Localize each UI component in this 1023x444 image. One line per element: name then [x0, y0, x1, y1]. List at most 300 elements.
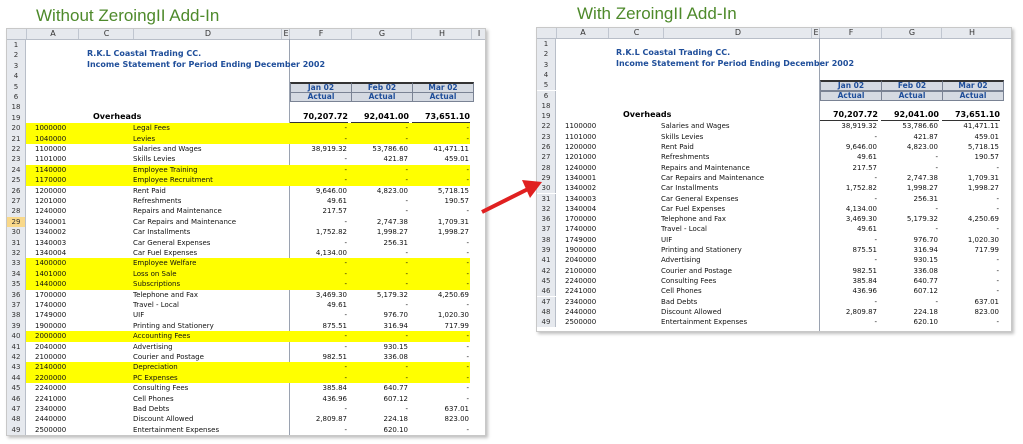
column-header-f[interactable]: F: [289, 29, 352, 39]
amount-cell[interactable]: 336.08: [913, 266, 938, 275]
amount-cell[interactable]: 316.94: [913, 246, 938, 254]
amount-cell[interactable]: -: [344, 259, 347, 268]
amount-cell[interactable]: -: [344, 280, 347, 289]
row-number[interactable]: 4: [7, 71, 26, 81]
amount-cell[interactable]: 620.10: [913, 318, 938, 327]
amount-cell[interactable]: -: [874, 256, 877, 265]
row-number[interactable]: 49: [7, 425, 26, 435]
row-number[interactable]: 18: [7, 102, 26, 112]
account-description[interactable]: Repairs and Maintenance: [661, 163, 750, 172]
amount-cell[interactable]: -: [405, 259, 408, 268]
account-code[interactable]: 1340004: [35, 249, 67, 257]
account-code[interactable]: 2440000: [565, 307, 597, 316]
amount-cell[interactable]: -: [344, 238, 347, 247]
amount-cell[interactable]: 336.08: [383, 353, 408, 361]
account-code[interactable]: 1700000: [35, 290, 67, 299]
column-header-h[interactable]: H: [411, 29, 472, 39]
amount-cell[interactable]: 41,471.11: [963, 122, 999, 131]
row-number[interactable]: 1: [7, 40, 26, 50]
row-number[interactable]: 34: [7, 269, 26, 279]
amount-cell[interactable]: 2,809.87: [845, 307, 877, 316]
account-description[interactable]: Skills Levies: [661, 132, 704, 141]
row-number[interactable]: 22: [537, 121, 556, 131]
account-description[interactable]: Accounting Fees: [133, 332, 191, 341]
amount-cell[interactable]: -: [344, 363, 347, 372]
row-number[interactable]: 32: [7, 248, 26, 258]
amount-cell[interactable]: 49.61: [326, 301, 347, 309]
column-header-f[interactable]: F: [819, 28, 882, 38]
account-description[interactable]: Car Fuel Expenses: [133, 249, 198, 257]
row-number[interactable]: 29: [7, 217, 26, 227]
amount-cell[interactable]: -: [344, 332, 347, 341]
amount-cell[interactable]: -: [466, 301, 469, 309]
amount-cell[interactable]: 640.77: [913, 276, 938, 285]
row-number[interactable]: 37: [7, 300, 26, 310]
amount-cell[interactable]: -: [466, 124, 469, 133]
amount-cell[interactable]: -: [996, 163, 999, 172]
account-code[interactable]: 2040000: [35, 342, 67, 351]
amount-cell[interactable]: 2,809.87: [315, 415, 347, 424]
column-header-d[interactable]: D: [663, 28, 812, 38]
row-number[interactable]: 46: [537, 286, 556, 296]
amount-cell[interactable]: 190.57: [974, 153, 999, 162]
amount-cell[interactable]: 256.31: [913, 194, 938, 203]
amount-cell[interactable]: 436.96: [322, 394, 347, 403]
row-number[interactable]: 23: [537, 132, 556, 142]
account-description[interactable]: Levies: [133, 134, 156, 143]
amount-cell[interactable]: 823.00: [444, 415, 469, 424]
amount-cell[interactable]: -: [344, 155, 347, 164]
amount-cell[interactable]: 421.87: [913, 132, 938, 141]
amount-cell[interactable]: -: [405, 301, 408, 309]
amount-cell[interactable]: -: [996, 266, 999, 275]
account-code[interactable]: 2500000: [565, 318, 597, 327]
amount-cell[interactable]: 5,179.32: [376, 290, 408, 299]
row-number[interactable]: 49: [537, 317, 556, 327]
account-code[interactable]: 2240000: [35, 384, 67, 393]
account-description[interactable]: Travel - Local: [661, 225, 707, 234]
account-description[interactable]: UIF: [661, 235, 673, 244]
amount-cell[interactable]: 4,823.00: [376, 186, 408, 195]
amount-cell[interactable]: -: [874, 318, 877, 327]
row-number[interactable]: 4: [537, 70, 556, 80]
amount-cell[interactable]: -: [405, 165, 408, 174]
amount-cell[interactable]: -: [405, 332, 408, 341]
amount-cell[interactable]: -: [935, 297, 938, 306]
account-description[interactable]: Courier and Postage: [661, 266, 732, 275]
amount-cell[interactable]: -: [344, 405, 347, 413]
amount-cell[interactable]: -: [996, 276, 999, 285]
amount-cell[interactable]: 717.99: [974, 246, 999, 254]
row-number[interactable]: 31: [7, 238, 26, 248]
account-description[interactable]: Car Installments: [661, 184, 719, 193]
row-number[interactable]: 36: [537, 214, 556, 224]
account-code[interactable]: 1240000: [35, 207, 67, 216]
account-description[interactable]: Car Fuel Expenses: [661, 204, 726, 213]
amount-cell[interactable]: 637.01: [444, 405, 469, 413]
column-header-c[interactable]: C: [78, 29, 134, 39]
account-description[interactable]: Discount Allowed: [133, 415, 194, 424]
row-number[interactable]: 21: [7, 134, 26, 144]
amount-cell[interactable]: 1,998.27: [906, 184, 938, 193]
account-description[interactable]: Courier and Postage: [133, 353, 204, 361]
row-number[interactable]: 41: [537, 255, 556, 265]
account-code[interactable]: 1340003: [35, 238, 67, 247]
account-description[interactable]: Entertainment Expenses: [661, 318, 748, 327]
amount-cell[interactable]: -: [466, 342, 469, 351]
column-header-a[interactable]: A: [556, 28, 609, 38]
amount-cell[interactable]: 4,250.69: [437, 290, 469, 299]
amount-cell[interactable]: -: [466, 363, 469, 372]
row-number[interactable]: 48: [7, 414, 26, 424]
account-code[interactable]: 1340001: [565, 173, 597, 182]
row-number[interactable]: 18: [537, 101, 556, 111]
row-number[interactable]: 32: [537, 204, 556, 214]
account-description[interactable]: Refreshments: [661, 153, 710, 162]
account-description[interactable]: Car Repairs and Maintenance: [661, 173, 765, 182]
column-header-g[interactable]: G: [881, 28, 942, 38]
row-number[interactable]: 28: [537, 163, 556, 173]
account-code[interactable]: 1740000: [565, 225, 597, 234]
amount-cell[interactable]: 1,709.31: [437, 217, 469, 226]
account-description[interactable]: Subscriptions: [133, 280, 181, 289]
amount-cell[interactable]: 2,747.38: [376, 217, 408, 226]
account-code[interactable]: 1700000: [565, 215, 597, 224]
account-code[interactable]: 1100000: [35, 145, 67, 153]
row-number[interactable]: 42: [537, 266, 556, 276]
account-code[interactable]: 1240000: [565, 163, 597, 172]
amount-cell[interactable]: 1,709.31: [967, 173, 999, 182]
amount-cell[interactable]: -: [996, 256, 999, 265]
amount-cell[interactable]: -: [996, 287, 999, 296]
amount-cell[interactable]: -: [344, 311, 347, 320]
row-number[interactable]: 42: [7, 352, 26, 362]
account-code[interactable]: 2340000: [35, 405, 67, 413]
amount-cell[interactable]: -: [996, 204, 999, 213]
row-number[interactable]: 39: [537, 245, 556, 255]
row-number[interactable]: 47: [7, 404, 26, 414]
row-number[interactable]: 22: [7, 144, 26, 154]
row-number[interactable]: 19: [7, 113, 26, 123]
amount-cell[interactable]: 930.15: [913, 256, 938, 265]
account-code[interactable]: 1749000: [565, 235, 597, 244]
amount-cell[interactable]: -: [874, 297, 877, 306]
row-number[interactable]: 2: [537, 49, 556, 59]
amount-cell[interactable]: 53,786.60: [902, 122, 938, 131]
account-code[interactable]: 1201000: [565, 153, 597, 162]
amount-cell[interactable]: -: [344, 134, 347, 143]
amount-cell[interactable]: -: [405, 134, 408, 143]
account-description[interactable]: Rent Paid: [661, 143, 694, 151]
account-description[interactable]: Rent Paid: [133, 186, 166, 195]
account-description[interactable]: Travel - Local: [133, 301, 179, 309]
row-number[interactable]: 5: [7, 82, 26, 92]
row-number[interactable]: 3: [7, 61, 26, 71]
amount-cell[interactable]: 256.31: [383, 238, 408, 247]
account-description[interactable]: Cell Phones: [133, 394, 174, 403]
row-number[interactable]: 33: [7, 258, 26, 268]
amount-cell[interactable]: -: [466, 384, 469, 393]
amount-cell[interactable]: 459.01: [974, 132, 999, 141]
account-description[interactable]: Entertainment Expenses: [133, 425, 220, 434]
row-number[interactable]: 45: [537, 276, 556, 286]
column-header-e[interactable]: E: [281, 29, 290, 39]
amount-cell[interactable]: 41,471.11: [433, 145, 469, 153]
amount-cell[interactable]: -: [935, 204, 938, 213]
account-code[interactable]: 1100000: [565, 122, 597, 131]
amount-cell[interactable]: 823.00: [974, 307, 999, 316]
account-code[interactable]: 1740000: [35, 301, 67, 309]
account-description[interactable]: Employee Welfare: [133, 259, 197, 268]
amount-cell[interactable]: 3,469.30: [845, 215, 877, 224]
row-number[interactable]: 29: [537, 173, 556, 183]
account-code[interactable]: 1200000: [565, 143, 597, 151]
amount-cell[interactable]: 875.51: [322, 321, 347, 330]
amount-cell[interactable]: 49.61: [326, 197, 347, 205]
amount-cell[interactable]: 5,718.15: [967, 143, 999, 151]
account-description[interactable]: Bad Debts: [133, 405, 170, 413]
amount-cell[interactable]: -: [466, 165, 469, 174]
amount-cell[interactable]: 1,998.27: [437, 228, 469, 237]
amount-cell[interactable]: 1,998.27: [967, 184, 999, 193]
amount-cell[interactable]: 217.57: [852, 163, 877, 172]
account-code[interactable]: 2100000: [35, 353, 67, 361]
amount-cell[interactable]: 5,179.32: [906, 215, 938, 224]
row-number[interactable]: 38: [7, 310, 26, 320]
amount-cell[interactable]: -: [466, 353, 469, 361]
account-code[interactable]: 1140000: [35, 165, 67, 174]
amount-cell[interactable]: 190.57: [444, 197, 469, 205]
account-code[interactable]: 2240000: [565, 276, 597, 285]
row-number[interactable]: 27: [537, 152, 556, 162]
row-number[interactable]: 1: [537, 39, 556, 49]
amount-cell[interactable]: -: [344, 373, 347, 382]
account-description[interactable]: Salaries and Wages: [661, 122, 730, 131]
amount-cell[interactable]: 5,718.15: [437, 186, 469, 195]
row-number[interactable]: 3: [537, 60, 556, 70]
account-code[interactable]: 2200000: [35, 373, 67, 382]
account-description[interactable]: Printing and Stationery: [661, 246, 742, 254]
amount-cell[interactable]: -: [344, 165, 347, 174]
amount-cell[interactable]: -: [466, 207, 469, 216]
account-description[interactable]: Repairs and Maintenance: [133, 207, 222, 216]
amount-cell[interactable]: 436.96: [852, 287, 877, 296]
account-code[interactable]: 1000000: [35, 124, 67, 133]
row-number[interactable]: 5: [537, 80, 556, 90]
account-description[interactable]: Employee Recruitment: [133, 176, 213, 185]
column-header-g[interactable]: G: [351, 29, 412, 39]
account-code[interactable]: 1201000: [35, 197, 67, 205]
row-number[interactable]: 24: [7, 165, 26, 175]
amount-cell[interactable]: -: [466, 269, 469, 278]
row-number[interactable]: 44: [7, 373, 26, 383]
amount-cell[interactable]: -: [344, 342, 347, 351]
row-number[interactable]: 36: [7, 290, 26, 300]
row-number[interactable]: 48: [537, 307, 556, 317]
amount-cell[interactable]: -: [996, 194, 999, 203]
amount-cell[interactable]: 38,919.32: [841, 122, 877, 131]
account-description[interactable]: Skills Levies: [133, 155, 176, 164]
row-number[interactable]: 25: [7, 175, 26, 185]
amount-cell[interactable]: -: [466, 176, 469, 185]
amount-cell[interactable]: 1,020.30: [437, 311, 469, 320]
account-code[interactable]: 2040000: [565, 256, 597, 265]
account-code[interactable]: 2241000: [35, 394, 67, 403]
amount-cell[interactable]: 976.70: [383, 311, 408, 320]
account-description[interactable]: Loss on Sale: [133, 269, 177, 278]
amount-cell[interactable]: 620.10: [383, 425, 408, 434]
amount-cell[interactable]: 53,786.60: [372, 145, 408, 153]
amount-cell[interactable]: -: [344, 269, 347, 278]
account-description[interactable]: Cell Phones: [661, 287, 702, 296]
amount-cell[interactable]: 637.01: [974, 297, 999, 306]
amount-cell[interactable]: 875.51: [852, 246, 877, 254]
amount-cell[interactable]: -: [405, 280, 408, 289]
account-code[interactable]: 2000000: [35, 332, 67, 341]
account-code[interactable]: 1340003: [565, 194, 597, 203]
account-description[interactable]: Depreciation: [133, 363, 178, 372]
amount-cell[interactable]: 2,747.38: [906, 173, 938, 182]
amount-cell[interactable]: -: [996, 225, 999, 234]
amount-cell[interactable]: 607.12: [913, 287, 938, 296]
amount-cell[interactable]: 459.01: [444, 155, 469, 164]
amount-cell[interactable]: 4,134.00: [845, 204, 877, 213]
amount-cell[interactable]: -: [874, 194, 877, 203]
amount-cell[interactable]: 49.61: [856, 225, 877, 234]
account-description[interactable]: Bad Debts: [661, 297, 698, 306]
amount-cell[interactable]: -: [466, 332, 469, 341]
account-code[interactable]: 2500000: [35, 425, 67, 434]
amount-cell[interactable]: 385.84: [852, 276, 877, 285]
amount-cell[interactable]: -: [405, 363, 408, 372]
row-number[interactable]: 46: [7, 394, 26, 404]
amount-cell[interactable]: -: [344, 217, 347, 226]
amount-cell[interactable]: -: [344, 176, 347, 185]
amount-cell[interactable]: -: [935, 225, 938, 234]
amount-cell[interactable]: -: [996, 318, 999, 327]
amount-cell[interactable]: 982.51: [852, 266, 877, 275]
account-description[interactable]: Printing and Stationery: [133, 321, 214, 330]
amount-cell[interactable]: 4,823.00: [906, 143, 938, 151]
account-code[interactable]: 1400000: [35, 259, 67, 268]
account-code[interactable]: 1749000: [35, 311, 67, 320]
row-number[interactable]: 30: [537, 183, 556, 193]
amount-cell[interactable]: 224.18: [383, 415, 408, 424]
account-description[interactable]: UIF: [133, 311, 145, 320]
account-description[interactable]: Consulting Fees: [661, 276, 717, 285]
account-code[interactable]: 1340001: [35, 217, 67, 226]
amount-cell[interactable]: 316.94: [383, 321, 408, 330]
account-code[interactable]: 1340004: [565, 204, 597, 213]
amount-cell[interactable]: -: [344, 124, 347, 133]
row-number[interactable]: 41: [7, 342, 26, 352]
amount-cell[interactable]: -: [466, 394, 469, 403]
amount-cell[interactable]: -: [935, 163, 938, 172]
account-code[interactable]: 1101000: [565, 132, 597, 141]
account-code[interactable]: 2100000: [565, 266, 597, 275]
amount-cell[interactable]: 217.57: [322, 207, 347, 216]
amount-cell[interactable]: 9,646.00: [315, 186, 347, 195]
amount-cell[interactable]: 930.15: [383, 342, 408, 351]
amount-cell[interactable]: -: [344, 425, 347, 434]
amount-cell[interactable]: -: [405, 124, 408, 133]
amount-cell[interactable]: 421.87: [383, 155, 408, 164]
amount-cell[interactable]: -: [405, 176, 408, 185]
amount-cell[interactable]: 717.99: [444, 321, 469, 330]
account-description[interactable]: Consulting Fees: [133, 384, 189, 393]
row-number[interactable]: 37: [537, 224, 556, 234]
account-code[interactable]: 2140000: [35, 363, 67, 372]
column-header-h[interactable]: H: [941, 28, 1002, 38]
column-header-d[interactable]: D: [133, 29, 282, 39]
amount-cell[interactable]: -: [466, 238, 469, 247]
account-description[interactable]: Legal Fees: [133, 124, 170, 133]
amount-cell[interactable]: 1,752.82: [315, 228, 347, 237]
row-number[interactable]: 38: [537, 235, 556, 245]
amount-cell[interactable]: -: [405, 249, 408, 257]
amount-cell[interactable]: -: [466, 134, 469, 143]
amount-cell[interactable]: -: [466, 249, 469, 257]
account-code[interactable]: 1200000: [35, 186, 67, 195]
account-description[interactable]: Salaries and Wages: [133, 145, 202, 153]
account-description[interactable]: Car Installments: [133, 228, 191, 237]
amount-cell[interactable]: -: [405, 197, 408, 205]
row-number[interactable]: 45: [7, 383, 26, 393]
row-number[interactable]: 19: [537, 111, 556, 121]
account-description[interactable]: Car General Expenses: [661, 194, 739, 203]
row-number[interactable]: 27: [7, 196, 26, 206]
amount-cell[interactable]: 38,919.32: [311, 145, 347, 153]
row-number[interactable]: 6: [537, 91, 556, 101]
account-code[interactable]: 1101000: [35, 155, 67, 164]
account-code[interactable]: 1340002: [565, 184, 597, 193]
amount-cell[interactable]: -: [466, 259, 469, 268]
amount-cell[interactable]: -: [874, 132, 877, 141]
amount-cell[interactable]: 4,250.69: [967, 215, 999, 224]
account-code[interactable]: 1900000: [35, 321, 67, 330]
account-code[interactable]: 1340002: [35, 228, 67, 237]
account-description[interactable]: Advertising: [133, 342, 173, 351]
amount-cell[interactable]: -: [874, 173, 877, 182]
amount-cell[interactable]: 640.77: [383, 384, 408, 393]
amount-cell[interactable]: -: [405, 405, 408, 413]
row-number[interactable]: 43: [7, 362, 26, 372]
amount-cell[interactable]: 4,134.00: [315, 249, 347, 257]
account-code[interactable]: 1170000: [35, 176, 67, 185]
account-code[interactable]: 1440000: [35, 280, 67, 289]
amount-cell[interactable]: -: [466, 373, 469, 382]
column-header-i[interactable]: I: [471, 29, 486, 39]
account-description[interactable]: Telephone and Fax: [133, 290, 198, 299]
account-description[interactable]: Car Repairs and Maintenance: [133, 217, 237, 226]
amount-cell[interactable]: 9,646.00: [845, 143, 877, 151]
account-code[interactable]: 1401000: [35, 269, 67, 278]
amount-cell[interactable]: -: [405, 373, 408, 382]
account-description[interactable]: Refreshments: [133, 197, 182, 205]
row-number[interactable]: 47: [537, 297, 556, 307]
row-number[interactable]: 31: [537, 194, 556, 204]
amount-cell[interactable]: 1,752.82: [845, 184, 877, 193]
row-number[interactable]: 30: [7, 227, 26, 237]
row-number[interactable]: 26: [7, 186, 26, 196]
amount-cell[interactable]: -: [405, 207, 408, 216]
account-code[interactable]: 2440000: [35, 415, 67, 424]
column-header-c[interactable]: C: [608, 28, 664, 38]
amount-cell[interactable]: 385.84: [322, 384, 347, 393]
amount-cell[interactable]: 607.12: [383, 394, 408, 403]
account-code[interactable]: 2241000: [565, 287, 597, 296]
row-number[interactable]: 40: [7, 331, 26, 341]
